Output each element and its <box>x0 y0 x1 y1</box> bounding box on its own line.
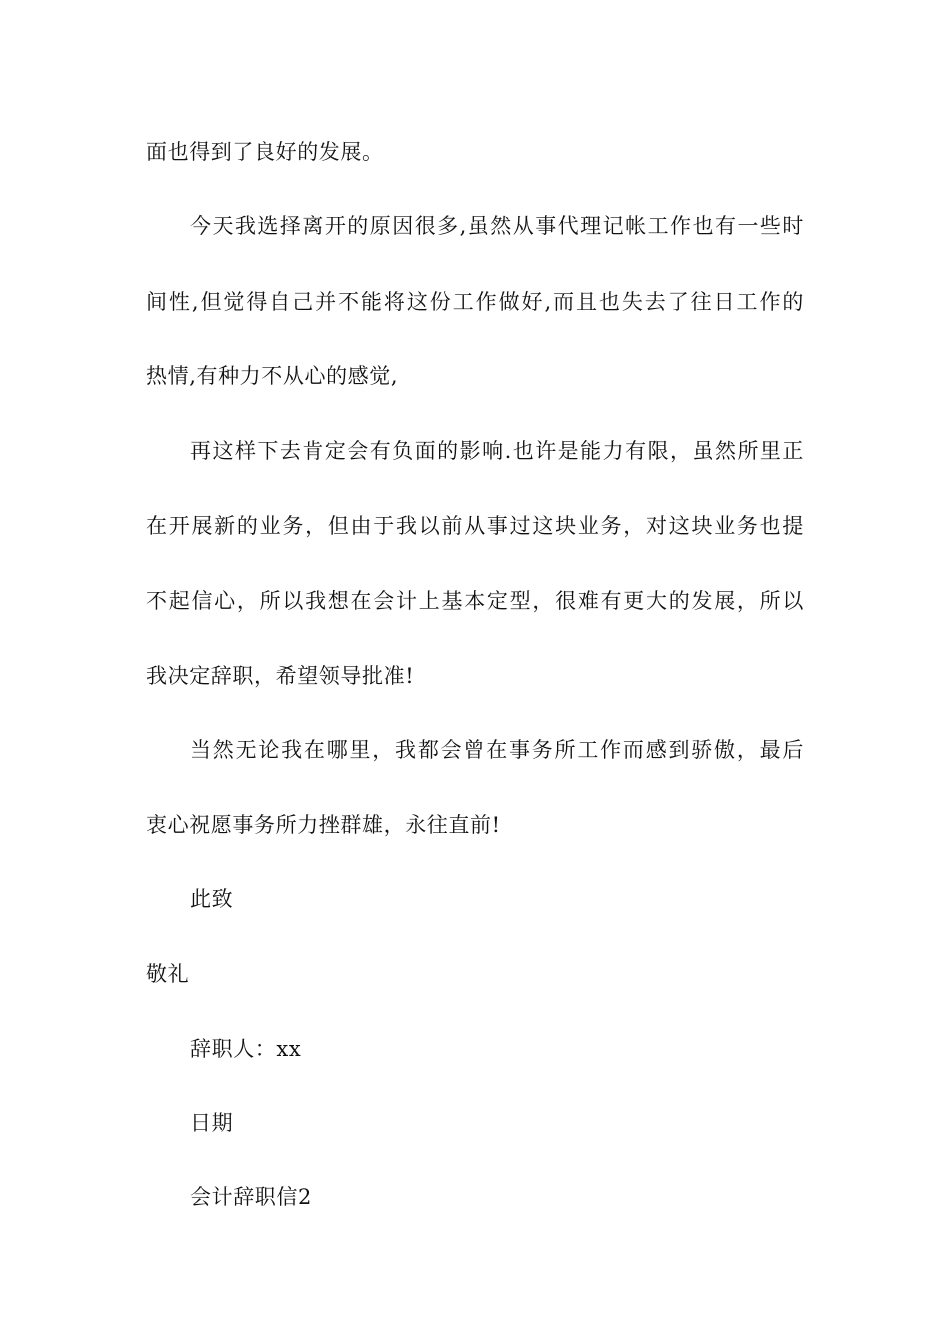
date-line: 日期 <box>190 1111 234 1135</box>
text-line: 热情,有种力不从心的感觉, <box>146 364 399 388</box>
text-line: 再这样下去肯定会有负面的影响.也许是能力有限，虽然所里正 <box>190 439 804 463</box>
section-title: 会计辞职信2 <box>190 1185 312 1209</box>
text-line: 我决定辞职，希望领导批准! <box>146 664 415 688</box>
signer-line: 辞职人：xx <box>190 1037 302 1061</box>
salutation-closing: 此致 <box>190 887 234 911</box>
salutation-regards: 敬礼 <box>146 962 190 986</box>
text-line: 衷心祝愿事务所力挫群雄，永往直前! <box>146 813 501 837</box>
text-line: 今天我选择离开的原因很多,虽然从事代理记帐工作也有一些时 <box>190 214 804 238</box>
text-line: 当然无论我在哪里，我都会曾在事务所工作而感到骄傲，最后 <box>190 738 804 762</box>
text-line: 面也得到了良好的发展。 <box>146 140 384 164</box>
text-line: 间性,但觉得自己并不能将这份工作做好,而且也失去了往日工作的 <box>146 290 804 314</box>
text-line: 在开展新的业务，但由于我以前从事过这块业务，对这块业务也提 <box>146 514 804 538</box>
text-line: 不起信心，所以我想在会计上基本定型，很难有更大的发展，所以 <box>146 589 804 613</box>
